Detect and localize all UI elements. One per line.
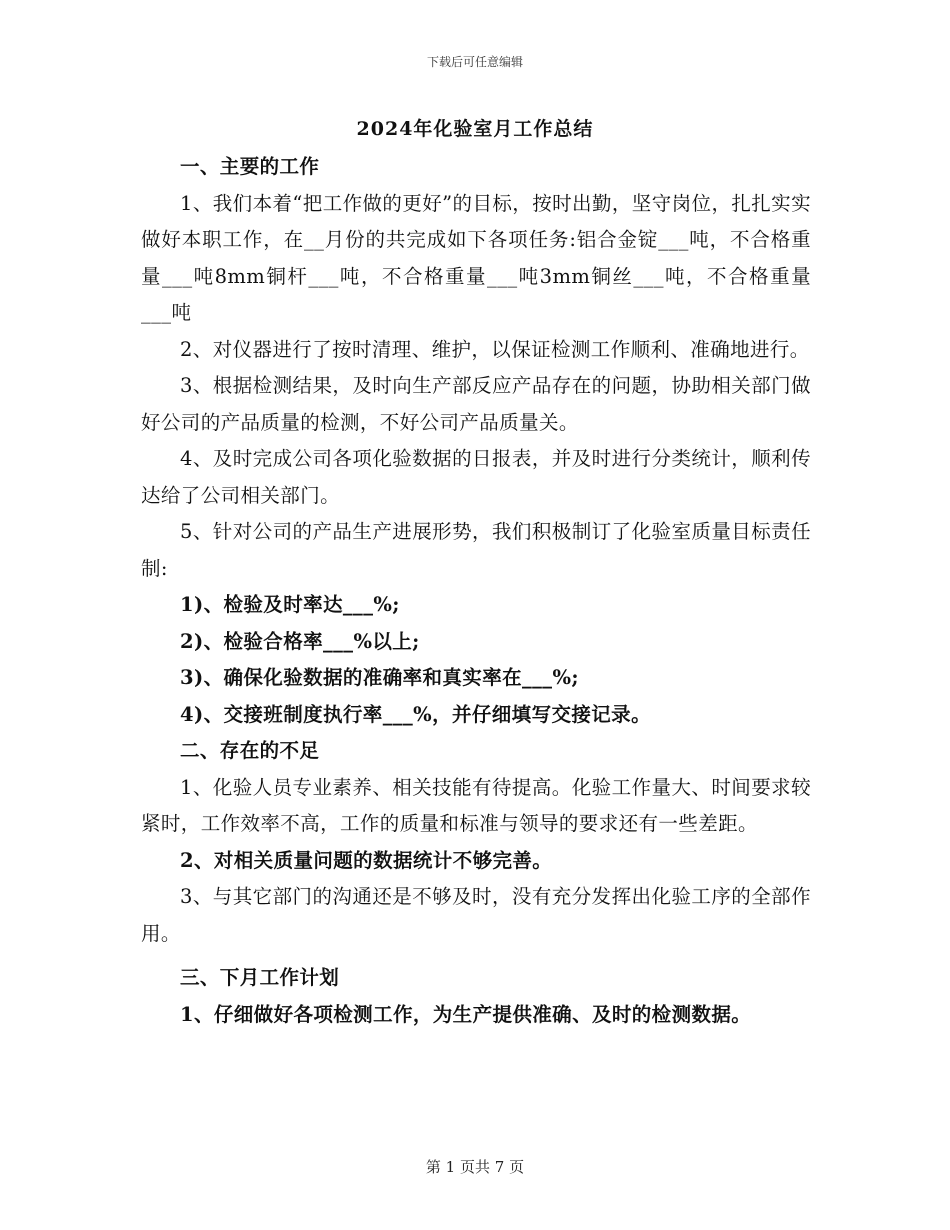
target-item-1: 1)、检验及时率达___%; (180, 593, 400, 616)
section-heading-next-month-plan: 三、下月工作计划 (180, 966, 340, 989)
paragraph-item-2: 2、对仪器进行了按时清理、维护，以保证检测工作顺利、准确地进行。 (180, 337, 810, 361)
paragraph-item-5: 5、针对公司的产品生产进展形势，我们积极制订了化验室质量目标责任制: (141, 520, 811, 580)
shortcoming-item-1: 1、化验人员专业素养、相关技能有待提高。化验工作量大、时间要求较紧时，工作效率不高，工作的质量和标准与领导的要求还有一些差距。 (141, 775, 811, 835)
header-note: 下载后可任意编辑 (426, 55, 523, 69)
page-footer: 第 1 页共 7 页 (425, 1158, 525, 1176)
target-item-3: 3)、确保化验数据的准确率和真实率在___%; (180, 666, 579, 689)
target-item-4: 4)、交接班制度执行率___%，并仔细填写交接记录。 (180, 702, 651, 726)
shortcoming-item-2: 2、对相关质量问题的数据统计不够完善。 (180, 848, 553, 872)
plan-item-1: 1、仔细做好各项检测工作，为生产提供准确、及时的检测数据。 (180, 1002, 752, 1026)
document-title: 2024年化验室月工作总结 (356, 118, 594, 140)
paragraph-item-3: 3、根据检测结果，及时向生产部反应产品存在的问题，协助相关部门做好公司的产品质量的检测，不好公司产品质量关。 (141, 374, 811, 434)
paragraph-item-4: 4、及时完成公司各项化验数据的日报表，并及时进行分类统计，顺利传达给了公司相关部门。 (141, 447, 811, 507)
document-body (141, 149, 811, 1033)
section-heading-shortcomings: 二、存在的不足 (180, 739, 320, 762)
paragraph-item-1: 1、我们本着“把工作做的更好”的目标，按时出勤，坚守岗位，扎扎实实做好本职工作，在__月份的共完成如下各项任务:铝合金锭___吨，不合格重量___吨8mm铜杆___吨，不合格重量___吨3mm铜丝___吨，不合格重量___吨 (141, 191, 811, 324)
target-item-2: 2)、检验合格率___%以上; (180, 629, 420, 653)
section-heading-main-work: 一、主要的工作 (180, 155, 320, 178)
shortcoming-item-3: 3、与其它部门的沟通还是不够及时，没有充分发挥出化验工序的全部作用。 (141, 885, 811, 945)
